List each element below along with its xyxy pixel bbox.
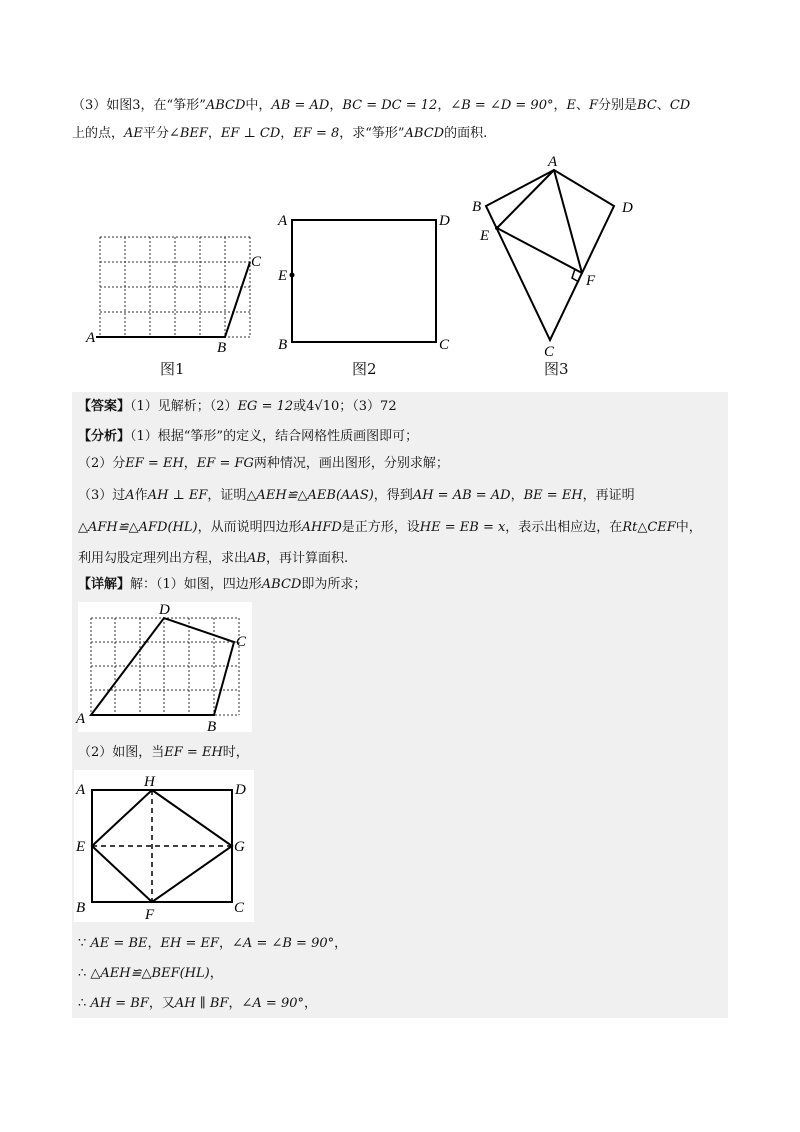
detail-fig2-label-B: B: [76, 900, 86, 916]
fig2-point-E: [290, 273, 295, 278]
figure-3: [462, 148, 652, 358]
fig2-caption: 图2: [352, 360, 377, 378]
analysis-line-3: （3）过A作AH ⊥ EF，证明△AEH≌△AEB(AAS)，得到AH = AB = AD，BE = EH，再证明: [78, 488, 635, 503]
fig2-rectangle: [292, 220, 436, 342]
fig2-label-A: A: [278, 213, 288, 229]
fig3-caption: 图3: [544, 360, 569, 378]
proof-step-1: ∵ AE = BE，EH = EF，∠A = ∠B = 90°，: [78, 936, 348, 951]
question-line-2: 上的点，AE平分∠BEF，EF ⊥ CD，EF = 8，求“筝形”ABCD的面积.: [72, 126, 488, 141]
proof-step-3: ∴ AH = BF，又AH ∥ BF，∠A = 90°，: [78, 996, 317, 1011]
figure-2: [272, 205, 457, 355]
fig1-label-C: C: [251, 254, 262, 270]
detail-line-1: 【详解】解：（1）如图，四边形ABCD即为所求；: [78, 577, 367, 592]
detail-fig2-label-D: D: [235, 782, 246, 798]
fig1-caption: 图1: [160, 360, 185, 378]
detail-fig2-label-F: F: [145, 907, 155, 923]
fig3-label-D: D: [622, 200, 633, 216]
detail-figure-2: [72, 770, 257, 925]
detail-fig1-label-B: B: [207, 719, 217, 735]
detail-figure-1: [74, 600, 259, 735]
fig2-label-B: B: [278, 337, 288, 353]
detail-fig2-label-G: G: [234, 839, 245, 855]
detail-fig2-label-C: C: [234, 900, 245, 916]
detail-fig1-label-D: D: [159, 602, 170, 618]
detail-fig2-label-H: H: [144, 774, 155, 790]
detail-fig2-label-E: E: [76, 839, 86, 855]
fig3-point-E: [495, 226, 499, 230]
fig3-label-F: F: [586, 273, 596, 289]
detail-fig1-label-C: C: [236, 634, 247, 650]
analysis-line-2: （2）分EF = EH，EF = FG两种情况，画出图形，分别求解；: [78, 456, 449, 471]
fig1-grid: [100, 237, 250, 337]
analysis-line-4: △AFH≌△AFD(HL)，从而说明四边形AHFD是正方形，设HE = EB = x，表示出相应边，在Rt△CEF中，: [78, 520, 702, 535]
analysis-line-5: 利用勾股定理列出方程，求出AB，再计算面积.: [78, 551, 349, 566]
fig3-label-E: E: [480, 228, 490, 244]
detail-fig1-grid: [91, 618, 239, 715]
fig1-label-B: B: [217, 340, 227, 355]
analysis-line-1: 【分析】（1）根据“筝形”的定义，结合网格性质画图即可；: [78, 429, 419, 444]
fig2-label-E: E: [278, 268, 288, 284]
detail-fig1-label-A: A: [76, 711, 86, 727]
fig1-label-A: A: [86, 330, 96, 346]
fig2-label-C: C: [439, 337, 450, 353]
figure-1: [84, 225, 269, 355]
fig3-lines: [486, 170, 614, 340]
proof-step-2: ∴ △AEH≌△BEF(HL)，: [78, 966, 223, 981]
fig3-label-B: B: [472, 199, 482, 215]
detail-line-2: （2）如图，当EF = EH时，: [78, 745, 249, 760]
fig3-label-C: C: [544, 344, 555, 358]
answer-line: 【答案】（1）见解析；（2）EG = 12或4√10；（3）72: [78, 399, 397, 414]
fig1-segments: [96, 262, 250, 337]
fig3-label-A: A: [548, 154, 558, 170]
question-line-1: （3）如图3，在“筝形”ABCD中，AB = AD，BC = DC = 12，∠B = ∠D = 90°，E、F分别是BC、CD: [72, 98, 691, 113]
detail-fig2-label-A: A: [76, 782, 86, 798]
fig2-label-D: D: [439, 213, 450, 229]
